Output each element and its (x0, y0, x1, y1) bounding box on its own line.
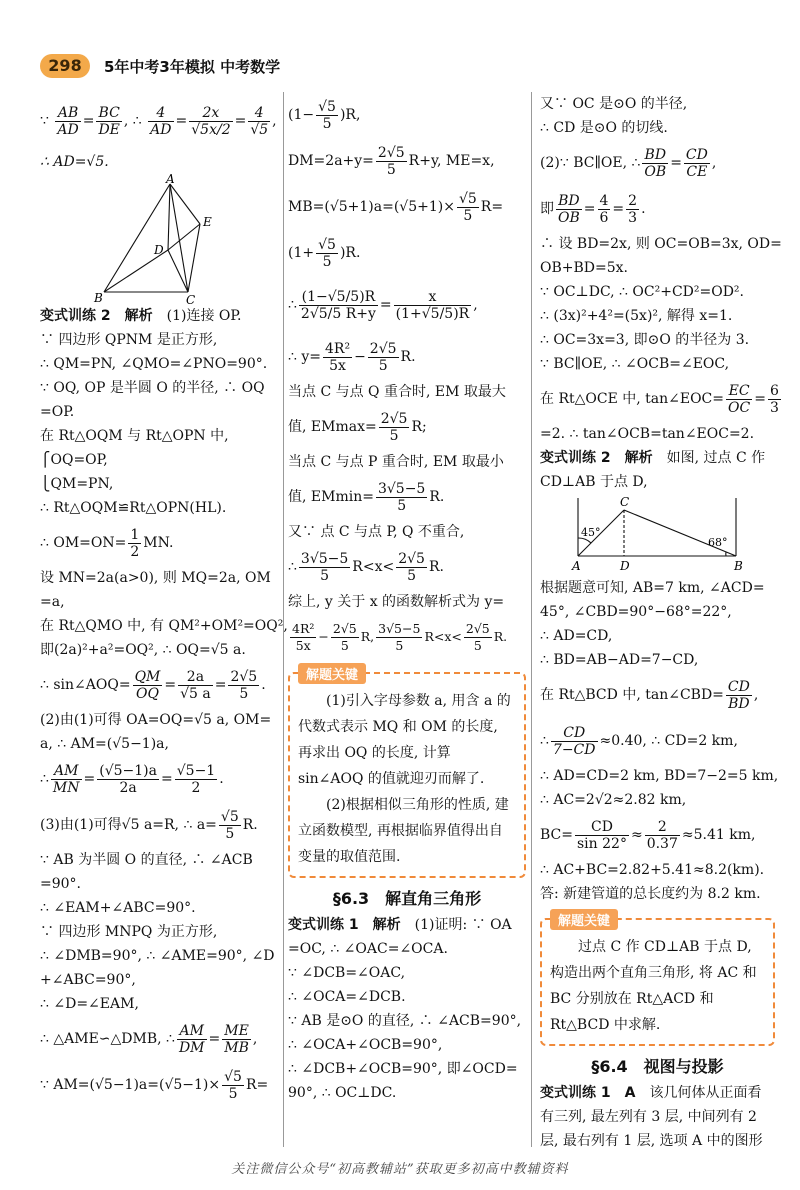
equation-line: $\frac{\text{4R²}}{5x}$ − $\frac{2√5}{5}$ R, $\frac{3√5-5}{5}$ R<x< $\frac{2√5}{5}$ R. (292, 621, 508, 653)
section-title: §6.3 解直角三角形 (332, 889, 482, 908)
equation-line: ∴ y= $\frac{\text{4R²}}{5x}$ − $\frac{2√5}{5}$ R. (288, 340, 416, 374)
equation-line: (1+ $\frac{√5}{5}$ )R. (288, 236, 361, 270)
key-point-text: (1)引入字母参数 a, 用含 a 的代数式表示 MQ 和 OM 的长度, 再求出 OQ 的长度, 计算sin∠AOQ 的值就迎刃而解了. (298, 693, 511, 787)
text-line: ∵ ∠DCB=∠OAC, (288, 965, 406, 981)
text-line: ⎧OQ=OP, (40, 452, 108, 468)
geometry-figure-pipeline (540, 494, 775, 576)
text-line: 当点 C 与点 Q 重合时, EM 取最大 (288, 384, 506, 400)
text-line: ∵ 四边形 QPNM 是正方形, (40, 332, 218, 348)
text-line: ∴ CD 是⊙O 的切线. (540, 120, 668, 136)
key-point-box (288, 668, 526, 878)
text-line: (2)由(1)可得 OA=OQ=√5 a, OM= (40, 712, 272, 728)
column-left (40, 92, 288, 1108)
equation-line: 值, EMmax= $\frac{2√5}{5}$ R; (288, 410, 427, 444)
text-line: =2. ∴ tan∠OCB=tan∠EOC=2. (540, 426, 755, 442)
text-line: ∴ ∠OCA=∠DCB. (288, 989, 406, 1005)
point-label-d: D (154, 243, 164, 257)
text-line: ∵ AB 是⊙O 的直径, ∴ ∠ACB=90°, (288, 1013, 522, 1029)
text-line: ∵ AB 为半圆 O 的直径, ∴ ∠ACB (40, 852, 253, 868)
key-point-text: (2)根据相似三角形的性质, 建立函数模型, 再根据临界值得出自变量的取值范围. (298, 797, 509, 865)
text-line: 在 Rt△QMO 中, 有 QM²+OM²=OQ², (40, 618, 288, 634)
equation-line: ∴ sin∠AOQ= $\frac{QM}{OQ}$ = $\frac{2a}{√5 a}$ = $\frac{2√5}{5}$ . (40, 668, 266, 702)
equation-line: MB=(√5+1)a=(√5+1)× $\frac{√5}{5}$ R= (288, 190, 504, 224)
text-line: ∴ ∠EAM+∠ABC=90°. (40, 900, 196, 916)
page-header (0, 48, 800, 82)
column-middle (288, 92, 526, 1105)
text-line: ∴ BD=AB−AD=7−CD, (540, 652, 699, 668)
text-line: ∴ AC=2√2≈2.82 km, (540, 792, 687, 808)
text-line: ∴ ∠DMB=90°, ∴ ∠AME=90°, ∠D (40, 948, 275, 964)
point-label-e: E (203, 215, 212, 229)
text-line: 90°, ∴ OC⊥DC. (288, 1085, 397, 1101)
text-line: ∴ (3x)²+4²=(5x)², 解得 x=1. (540, 308, 733, 324)
equation-line: ∴ $\frac{3√5-5}{5}$ R<x< $\frac{2√5}{5}$ R. (288, 550, 444, 584)
text-line: 设 MN=2a(a>0), 则 MQ=2a, OM (40, 570, 271, 586)
text-line: ⎩QM=PN, (40, 476, 114, 492)
text-line: ∴ AD=CD=2 km, BD=7−2=5 km, (540, 768, 779, 784)
text-line: ∴ Rt△OQM≌Rt△OPN(HL). (40, 500, 227, 516)
text-line: 答: 新建管道的总长度约为 8.2 km. (540, 886, 761, 902)
key-point-text: 过点 C 作 CD⊥AB 于点 D, 构造出两个直角三角形, 将 AC 和 BC 分别放在 Rt△ACD 和 Rt△BCD 中求解. (550, 939, 757, 1033)
text-line: ∴ ∠OCA+∠OCB=90°, (288, 1037, 443, 1053)
point-label-c: C (620, 495, 630, 509)
text-line: ∴ OC=3x=3, 即⊙O 的半径为 3. (540, 332, 750, 348)
equation-line: 即 $\frac{BD}{OB}$ = $\frac{4}{6}$ = $\frac{2}{3}$ . (540, 192, 646, 226)
text-line: ∴ AD=√5. (40, 154, 109, 170)
point-label-b: B (734, 559, 743, 573)
text-line: CD⊥AB 于点 D, (540, 474, 648, 490)
equation-line: (3)由(1)可得√5 a=R, ∴ a= $\frac{√5}{5}$ R. (40, 808, 258, 842)
text-line: 又∵ 点 C 与点 P, Q 不重合, (288, 524, 465, 540)
text-line: 有三列, 最左列有 3 层, 中间列有 2 (540, 1109, 757, 1125)
book-title: 5年中考3年模拟 中考数学 (104, 58, 281, 76)
text-line: +∠ABC=90°, (40, 972, 136, 988)
key-point-tab: 解题关键 (550, 909, 618, 930)
exercise-heading: 变式训练 2 解析 如图, 过点 C 作 (540, 450, 766, 466)
text-line: 层, 最右列有 1 层, 选项 A 中的图形 (540, 1133, 763, 1149)
text-line: 根据题意可知, AB=7 km, ∠ACD= (540, 580, 765, 596)
text-line: =a, (40, 594, 65, 610)
exercise-heading: 变式训练 1 解析 (1)证明: ∵ OA (288, 917, 512, 933)
text-line: =90°. (40, 876, 81, 892)
point-label-b: B (94, 291, 103, 304)
text-line: 综上, y 关于 x 的函数解析式为 y= (288, 594, 505, 610)
text-line: ∴ AC+BC=2.82+5.41≈8.2(km). (540, 862, 765, 878)
page-number-badge: 298 (40, 54, 90, 78)
point-label-a: A (572, 559, 581, 573)
equation-line: ∵ $\frac{AB}{AD}$ = $\frac{BC}{DE}$ , ∴ $\frac{4}{AD}$ = $\frac{2x}{√5x/2}$ = $\frac{4}{√5}$ , (40, 104, 277, 138)
equation-line: ∵ AM=(√5−1)a=(√5−1)× $\frac{√5}{5}$ R= (40, 1068, 269, 1102)
text-line: =OP. (40, 404, 75, 420)
text-line: 当点 C 与点 P 重合时, EM 取最小 (288, 454, 504, 470)
angle-label-45: 45° (581, 526, 601, 539)
equation-line: ∴ $\frac{(1-√5/5)R}{2√5/5 R+y}$ = $\frac{x}{(1+√5/5)R}$ , (288, 288, 478, 322)
text-line: ∵ 四边形 MNPQ 为正方形, (40, 924, 218, 940)
equation-line: ∴ $\frac{CD}{7-CD}$ ≈0.40, ∴ CD=2 km, (540, 724, 738, 758)
equation-line: 在 Rt△OCE 中, tan∠EOC= $\frac{EC}{OC}$ = $\frac{6}{3}$ (540, 382, 779, 416)
text-line: ∵ OC⊥DC, ∴ OC²+CD²=OD². (540, 284, 744, 300)
geometry-figure-triangle (40, 174, 278, 304)
exercise-heading: 变式训练 1 A 该几何体从正面看 (540, 1085, 762, 1101)
section-title: §6.4 视图与投影 (591, 1057, 724, 1076)
text-line: ∴ 设 BD=2x, 则 OC=OB=3x, OD= (540, 236, 782, 252)
point-label-c: C (186, 293, 196, 304)
equation-line: DM=2a+y= $\frac{2√5}{5}$ R+y, ME=x, (288, 144, 495, 178)
text-line: 又∵ OC 是⊙O 的半径, (540, 96, 688, 112)
key-point-tab: 解题关键 (298, 663, 366, 684)
angle-label-68: 68° (708, 536, 728, 549)
equation-line: ∴ $\frac{AM}{MN}$ = $\frac{(√5-1)a}{2a}$ = $\frac{√5-1}{2}$ . (40, 762, 224, 796)
equation-line: (1− $\frac{√5}{5}$ )R, (288, 98, 361, 132)
equation-line: 在 Rt△BCD 中, tan∠CBD= $\frac{CD}{BD}$ , (540, 678, 759, 712)
text-line: 在 Rt△OQM 与 Rt△OPN 中, (40, 428, 229, 444)
equation-line: (2)∵ BC∥OE, ∴ $\frac{BD}{OB}$ = $\frac{CD}{CE}$ , (540, 146, 717, 180)
text-line: ∴ QM=PN, ∠QMO=∠PNO=90°. (40, 356, 268, 372)
equation-line: ∴ OM=ON= $\frac{1}{2}$ MN. (40, 526, 174, 560)
equation-line: BC= $\frac{CD}{\sin 22^\circ}$ ≈ $\frac{2}{0.37}$ ≈5.41 km, (540, 818, 756, 852)
key-point-box (540, 914, 775, 1046)
page-footer: 关注微信公众号“初高教辅站”获取更多初高中教辅资料 (231, 1162, 569, 1177)
equation-line: 值, EMmin= $\frac{3√5-5}{5}$ R. (288, 480, 445, 514)
text-line: ∵ OQ, OP 是半圆 O 的半径, ∴ OQ (40, 380, 265, 396)
exercise-heading: 变式训练 2 解析 (1)连接 OP. (40, 308, 242, 324)
text-line: 即(2a)²+a²=OQ², ∴ OQ=√5 a. (40, 642, 246, 658)
text-line: 45°, ∠CBD=90°−68°=22°, (540, 604, 732, 620)
text-line: ∴ ∠D=∠EAM, (40, 996, 139, 1012)
point-label-d: D (620, 559, 630, 573)
text-line: ∵ BC∥OE, ∴ ∠OCB=∠EOC, (540, 356, 730, 372)
text-line: =OC, ∴ ∠OAC=∠OCA. (288, 941, 448, 957)
text-line: ∴ ∠DCB+∠OCB=90°, 即∠OCD= (288, 1061, 518, 1077)
text-line: a, ∴ AM=(√5−1)a, (40, 736, 169, 752)
column-right (540, 92, 782, 1153)
column-divider (531, 92, 532, 1147)
point-label-a: A (166, 174, 175, 186)
equation-line: ∴ △AME∽△DMB, ∴ $\frac{AM}{DM}$ = $\frac{ME}{MB}$ , (40, 1022, 258, 1056)
text-line: ∴ AD=CD, (540, 628, 613, 644)
text-line: OB+BD=5x. (540, 260, 628, 276)
